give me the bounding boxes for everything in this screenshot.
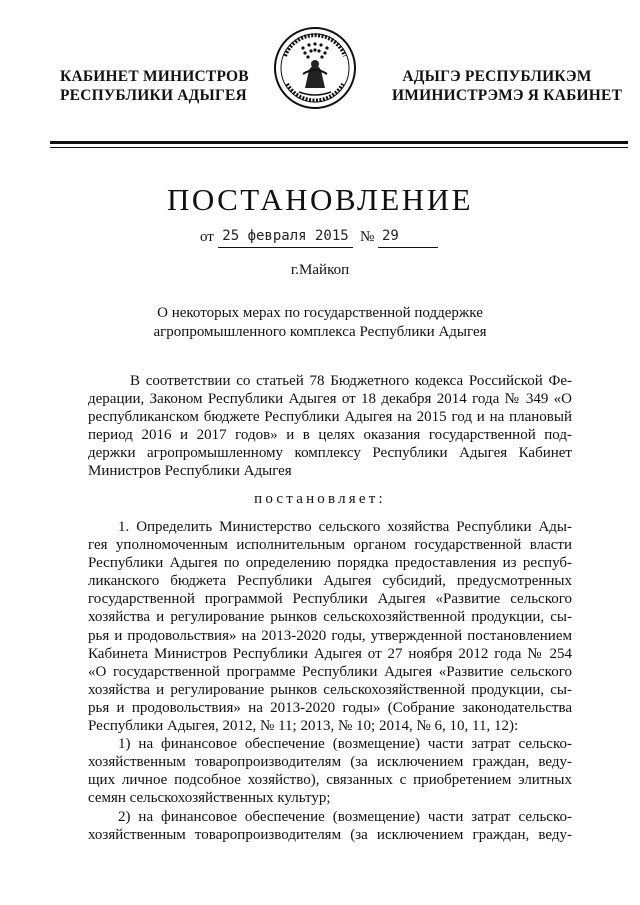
issuer-line: РЕСПУБЛИКИ АДЫГЕЯ <box>60 87 247 104</box>
resolves-heading: постановляет: <box>254 491 386 507</box>
item-1 <box>88 518 572 844</box>
issuer-line: ИМИНИСТРЭМЭ Я КАБИНЕТ <box>392 87 623 104</box>
coat-of-arms-emblem <box>273 26 357 110</box>
issuer-name-adyghe <box>392 67 623 105</box>
text-line: Кабинета Министров Республики Адыгея от 27 ноября 2012 года № 254 <box>88 645 572 662</box>
issuer-name-russian <box>60 67 249 105</box>
text-line: Республики Адыгея, 2012, № 11; 2013, № 10; 2014, № 6, 10, 11, 12): <box>88 718 519 735</box>
city: г.Майкоп <box>290 262 350 278</box>
subject-line: агропромышленного комплекса Республики Адыгея <box>153 324 487 340</box>
document-title: ПОСТАНОВЛЕНИЕ <box>166 182 474 217</box>
date-prefix: от <box>200 229 214 245</box>
text-line: семян сельскохозяйственных культур; <box>88 790 331 807</box>
issuer-line: АДЫГЭ РЕСПУБЛИКЭМ <box>402 68 592 85</box>
text-line: рья и продовольствия» на 2013-2020 годы, утвержденной постановлением <box>88 627 572 644</box>
header-divider-thin <box>50 147 628 148</box>
text-line: 1. Определить Министерство сельского хозяйства Республики Ады- <box>118 519 572 535</box>
document-subject <box>100 304 540 342</box>
date-number-line <box>200 224 440 248</box>
text-line: ликанского бюджета Республики Адыгея субсидий, предусмотренных <box>88 573 572 590</box>
text-line: государственной программой Республики Адыгея «Развитие сельского <box>88 591 572 608</box>
document-number: 29 <box>378 225 438 248</box>
text-line: В соответствии со статьей 78 Бюджетного кодекса Российской Фе- <box>130 373 572 389</box>
text-line: «О государственной программе Республики Адыгея «Развитие сельского <box>88 663 572 680</box>
text-line: щих личное подсобное хозяйство), связанных с приобретением элитных <box>88 772 572 789</box>
text-line: период 2016 и 2017 годов» и в целях оказания государственной под- <box>88 427 572 444</box>
subject-line: О некоторых мерах по государственной поддержке <box>157 305 483 321</box>
text-line: рья и продовольствия» на 2013-2020 годы» (Собрание законодательства <box>88 699 572 716</box>
text-line: хозяйства и регулирование рынков сельскохозяйственной продукции, сы- <box>88 609 572 626</box>
date-value: 25 февраля 2015 <box>218 225 353 248</box>
text-line: 2) на финансовое обеспечение (возмещение) части затрат сельско- <box>118 808 572 825</box>
text-line: хозяйственным товаропроизводителям (за исключением граждан, веду- <box>88 754 572 771</box>
header-divider-thick <box>50 141 628 144</box>
text-line: республиканском бюджете Республики Адыгея на 2015 год и на плановый <box>88 409 572 426</box>
text-line: гея уполномоченным исполнительным органом государственной власти <box>88 537 572 554</box>
text-line: Республики Адыгея по определению порядка предоставления из респуб- <box>88 555 572 572</box>
text-line: хозяйственным товаропроизводителям (за исключением граждан, веду- <box>88 826 572 843</box>
number-prefix: № <box>360 229 375 245</box>
text-line: 1) на финансовое обеспечение (возмещение) части затрат сельско- <box>118 736 572 753</box>
preamble <box>88 372 572 481</box>
text-line: держки агропромышленному комплексу Республики Адыгея Кабинет <box>88 445 572 462</box>
issuer-line: КАБИНЕТ МИНИСТРОВ <box>60 68 249 85</box>
text-line: Министров Республики Адыгея <box>88 463 292 480</box>
text-line: хозяйства и регулирование рынков сельскохозяйственной продукции, сы- <box>88 681 572 698</box>
text-line: дерации, Законом Республики Адыгея от 18 декабря 2014 года № 349 «О <box>88 391 572 408</box>
